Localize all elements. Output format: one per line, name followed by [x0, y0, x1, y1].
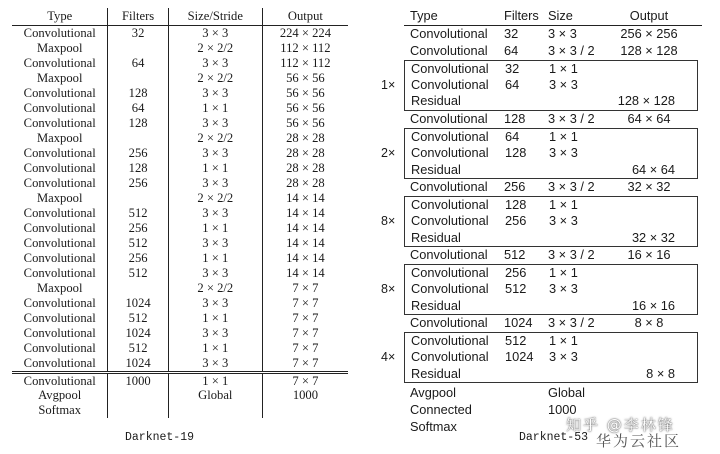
darknet19-body	[12, 26, 348, 419]
table-row	[405, 129, 697, 145]
table-row	[405, 145, 697, 161]
cell-size: 3 × 3	[168, 206, 262, 221]
cell-type: Convolutional	[411, 264, 489, 280]
table-row	[405, 93, 697, 109]
cell-filters: 512	[505, 281, 527, 297]
caption-darknet53: Darknet-53	[519, 431, 589, 444]
cell-type: Convolutional	[411, 281, 489, 297]
residual-block	[381, 196, 698, 247]
header-filters: Filters	[504, 8, 539, 23]
cell-filters: 1024	[108, 296, 168, 311]
table-row	[405, 333, 697, 349]
table-row	[405, 230, 697, 246]
cell-size: 3 × 3	[168, 26, 262, 42]
cell-type: Convolutional	[23, 311, 96, 325]
cell-type: Convolutional	[23, 116, 96, 130]
cell-type: Convolutional	[410, 315, 488, 331]
cell-output: 7 × 7	[262, 296, 348, 311]
cell-filters: 1024	[505, 349, 534, 365]
cell-filters: 256	[108, 176, 168, 191]
cell-output: 7 × 7	[262, 281, 348, 296]
cell-filters	[108, 131, 168, 146]
cell-size: 1 × 1	[168, 311, 262, 326]
cell-type: Convolutional	[23, 161, 96, 175]
table-row	[12, 356, 348, 373]
cell-filters: 256	[108, 251, 168, 266]
table-row	[404, 247, 702, 264]
cell-size: 2 × 2/2	[168, 131, 262, 146]
cell-filters: 32	[505, 60, 520, 76]
cell-type: Convolutional	[411, 196, 489, 212]
header-size: Size	[548, 8, 573, 23]
cell-size: 1 × 1	[168, 221, 262, 236]
cell-type: Convolutional	[23, 146, 96, 160]
cell-size: 1 × 1	[168, 101, 262, 116]
cell-type: Convolutional	[23, 266, 96, 280]
cell-size: 2 × 2/2	[168, 191, 262, 206]
cell-size: 1 × 1	[549, 128, 578, 144]
cell-type: Convolutional	[23, 251, 96, 265]
table-row	[12, 41, 348, 56]
cell-type: Residual	[411, 297, 461, 313]
cell-size: 3 × 3	[549, 77, 578, 93]
cell-filters: 128	[505, 145, 527, 161]
cell-filters: 1024	[108, 326, 168, 341]
cell-type: Residual	[411, 93, 461, 109]
cell-output: 128 × 128	[620, 42, 678, 58]
cell-size: 3 × 3	[168, 146, 262, 161]
table-row	[404, 385, 702, 402]
residual-block	[381, 60, 698, 111]
cell-type: Convolutional	[23, 236, 96, 250]
cell-output: 112 × 112	[262, 41, 348, 56]
cell-type: Convolutional	[411, 213, 489, 229]
darknet19-table	[12, 8, 348, 418]
cell-type: Maxpool	[36, 281, 83, 295]
cell-type: Convolutional	[410, 246, 488, 262]
repeat-multiplier: 1×	[381, 77, 396, 92]
table-row	[404, 26, 702, 43]
darknet53-table-container	[381, 8, 702, 436]
cell-output: 112 × 112	[262, 56, 348, 71]
cell-output: 56 × 56	[262, 71, 348, 86]
table-row	[12, 281, 348, 296]
table-row	[405, 349, 697, 365]
cell-filters: 64	[504, 42, 519, 58]
cell-output: 28 × 28	[262, 176, 348, 191]
table-row	[12, 221, 348, 236]
cell-filters: 1024	[108, 356, 168, 373]
cell-output: 64 × 64	[627, 110, 671, 126]
cell-type: Avgpool	[38, 388, 82, 402]
cell-size: Global	[168, 388, 262, 403]
cell-output: 8 × 8	[634, 315, 664, 331]
cell-output: 256 × 256	[620, 25, 678, 41]
residual-block	[381, 264, 698, 315]
cell-size: 3 × 3 / 2	[548, 110, 595, 126]
cell-type: Convolutional	[23, 356, 96, 370]
cell-type: Convolutional	[411, 77, 489, 93]
darknet19-table-container	[12, 8, 348, 418]
cell-output: 7 × 7	[262, 356, 348, 373]
cell-type: Softmax	[38, 403, 82, 417]
cell-size: 1 × 1	[168, 161, 262, 176]
cell-size: 3 × 3	[549, 213, 578, 229]
cell-output: 7 × 7	[262, 341, 348, 356]
cell-size: 3 × 3	[168, 116, 262, 131]
repeat-multiplier: 8×	[381, 213, 396, 228]
cell-output	[262, 403, 348, 418]
cell-type: Convolutional	[410, 178, 488, 194]
cell-output: 28 × 28	[262, 161, 348, 176]
cell-type: Convolutional	[23, 86, 96, 100]
cell-output: 14 × 14	[262, 206, 348, 221]
cell-size: 3 × 3	[548, 25, 577, 41]
cell-type: Convolutional	[411, 128, 489, 144]
table-row	[405, 281, 697, 297]
cell-size: 1 × 1	[549, 60, 578, 76]
cell-type: Convolutional	[23, 326, 96, 340]
cell-filters: 256	[108, 221, 168, 236]
cell-output: 28 × 28	[262, 131, 348, 146]
cell-output: 28 × 28	[262, 146, 348, 161]
cell-size: 1 × 1	[549, 332, 578, 348]
table-row	[12, 326, 348, 341]
darknet53-body	[381, 25, 702, 436]
table-row	[12, 86, 348, 101]
cell-type: Convolutional	[12, 373, 108, 389]
cell-type: Softmax	[410, 418, 457, 434]
table-row	[405, 298, 697, 314]
cell-type: Residual	[411, 229, 461, 245]
cell-filters: 128	[504, 110, 526, 126]
table-row	[12, 161, 348, 176]
cell-filters: 64	[108, 56, 168, 71]
table-row	[12, 266, 348, 281]
repeat-multiplier: 4×	[381, 349, 396, 364]
table-row	[405, 77, 697, 93]
table-row	[12, 71, 348, 86]
table-row	[12, 388, 348, 403]
table-row	[405, 61, 697, 77]
table-header-row	[404, 8, 702, 26]
cell-size: 1000	[548, 401, 577, 417]
cell-type: Convolutional	[23, 176, 96, 190]
table-row	[12, 116, 348, 131]
cell-type: Avgpool	[410, 385, 457, 401]
cell-filters: 1024	[504, 315, 533, 331]
cell-size: 1 × 1	[549, 196, 578, 212]
header-type: Type	[12, 8, 108, 26]
header-filters: Filters	[108, 8, 168, 26]
cell-size: 3 × 3	[168, 356, 262, 373]
cell-type: Convolutional	[410, 25, 488, 41]
cell-filters	[108, 41, 168, 56]
cell-filters: 64	[505, 128, 520, 144]
cell-type: Connected	[410, 401, 472, 417]
cell-size: 3 × 3	[168, 326, 262, 341]
cell-output: 16 × 16	[631, 297, 675, 313]
cell-filters: 128	[505, 196, 527, 212]
cell-type: Residual	[411, 161, 461, 177]
cell-output: 56 × 56	[262, 86, 348, 101]
header-output: Output	[629, 8, 669, 23]
cell-size	[168, 403, 262, 418]
cell-output: 16 × 16	[627, 246, 671, 262]
cell-filters: 64	[108, 101, 168, 116]
table-row	[405, 197, 697, 213]
cell-filters: 256	[108, 146, 168, 161]
caption-darknet19: Darknet-19	[125, 431, 195, 444]
table-row	[12, 26, 348, 42]
table-row	[12, 251, 348, 266]
cell-size: 2 × 2/2	[168, 281, 262, 296]
cell-size: 3 × 3	[168, 176, 262, 191]
cell-size: 3 × 3	[549, 145, 578, 161]
cell-type: Maxpool	[36, 131, 83, 145]
cell-size: 3 × 3	[168, 266, 262, 281]
cell-filters	[108, 403, 168, 418]
cell-filters: 32	[504, 25, 519, 41]
cell-type: Convolutional	[411, 60, 489, 76]
cell-filters: 128	[108, 86, 168, 101]
table-row	[404, 315, 702, 332]
table-row	[405, 213, 697, 229]
cell-size: 1 × 1	[168, 373, 262, 389]
cell-filters	[108, 191, 168, 206]
cell-size: 3 × 3	[168, 236, 262, 251]
cell-size: 1 × 1	[168, 341, 262, 356]
cell-type: Convolutional	[411, 332, 489, 348]
cell-output: 56 × 56	[262, 116, 348, 131]
cell-filters: 64	[505, 77, 520, 93]
table-row	[12, 236, 348, 251]
cell-type: Residual	[411, 365, 461, 381]
cell-filters: 512	[108, 206, 168, 221]
cell-size: 2 × 2/2	[168, 41, 262, 56]
cell-output: 7 × 7	[262, 311, 348, 326]
cell-output: 1000	[262, 388, 348, 403]
cell-size: 3 × 3	[549, 349, 578, 365]
cell-output: 224 × 224	[262, 26, 348, 42]
table-row	[404, 179, 702, 196]
cell-output: 7 × 7	[262, 373, 348, 389]
cell-filters: 512	[504, 246, 526, 262]
table-row	[405, 366, 697, 382]
cell-type: Convolutional	[23, 341, 96, 355]
cell-type: Convolutional	[23, 206, 96, 220]
cell-type: Convolutional	[410, 110, 488, 126]
cell-output: 56 × 56	[262, 101, 348, 116]
cell-size: 1 × 1	[549, 264, 578, 280]
cell-filters: 128	[108, 116, 168, 131]
cell-type: Convolutional	[23, 221, 96, 235]
cell-output: 64 × 64	[631, 161, 675, 177]
cell-type: Convolutional	[23, 26, 96, 40]
table-row	[12, 176, 348, 191]
cell-filters: 512	[505, 332, 527, 348]
cell-size: 3 × 3 / 2	[548, 246, 595, 262]
cell-filters: 256	[505, 213, 527, 229]
table-row	[12, 296, 348, 311]
cell-filters: 32	[108, 26, 168, 42]
cell-type: Maxpool	[36, 41, 83, 55]
table-row	[12, 403, 348, 418]
cell-size: 1 × 1	[168, 251, 262, 266]
cell-output: 14 × 14	[262, 251, 348, 266]
table-row	[12, 101, 348, 116]
cell-output: 14 × 14	[262, 221, 348, 236]
table-row	[12, 56, 348, 71]
header-type: Type	[410, 8, 438, 23]
cell-size: 3 × 3	[168, 56, 262, 71]
header-size-stride: Size/Stride	[168, 8, 262, 26]
cell-type: Convolutional	[410, 42, 488, 58]
table-row	[12, 131, 348, 146]
residual-block	[381, 128, 698, 179]
watermark-author: 知乎 @李林锋	[566, 416, 675, 434]
header-output: Output	[262, 8, 348, 26]
cell-type: Convolutional	[23, 101, 96, 115]
table-row	[12, 191, 348, 206]
cell-output: 14 × 14	[262, 236, 348, 251]
cell-output: 14 × 14	[262, 191, 348, 206]
table-header-row	[12, 8, 348, 26]
cell-filters: 512	[108, 266, 168, 281]
cell-type: Convolutional	[23, 296, 96, 310]
cell-filters	[108, 388, 168, 403]
cell-size: 3 × 3 / 2	[548, 42, 595, 58]
cell-output: 128 × 128	[617, 93, 675, 109]
cell-type: Convolutional	[411, 349, 489, 365]
watermark-site: 华为云社区	[596, 432, 682, 450]
cell-size: 3 × 3	[168, 86, 262, 101]
cell-type: Convolutional	[411, 145, 489, 161]
residual-block	[381, 332, 698, 383]
table-row	[404, 43, 702, 60]
table-row	[12, 341, 348, 356]
table-row	[12, 311, 348, 326]
table-row	[404, 111, 702, 128]
cell-size: Global	[548, 385, 585, 401]
table-row	[405, 162, 697, 178]
cell-filters: 256	[505, 264, 527, 280]
cell-output: 32 × 32	[627, 178, 671, 194]
cell-size: 3 × 3 / 2	[548, 315, 595, 331]
cell-type: Convolutional	[23, 56, 96, 70]
cell-type: Maxpool	[36, 191, 83, 205]
cell-filters: 1000	[108, 373, 168, 389]
cell-filters	[108, 71, 168, 86]
cell-filters: 512	[108, 341, 168, 356]
cell-output: 14 × 14	[262, 266, 348, 281]
cell-type: Maxpool	[36, 71, 83, 85]
repeat-multiplier: 2×	[381, 145, 396, 160]
table-row	[12, 373, 348, 389]
cell-size: 3 × 3 / 2	[548, 178, 595, 194]
repeat-multiplier: 8×	[381, 281, 396, 296]
cell-size: 3 × 3	[168, 296, 262, 311]
cell-size: 2 × 2/2	[168, 71, 262, 86]
table-row	[405, 265, 697, 281]
cell-filters: 512	[108, 311, 168, 326]
table-row	[12, 146, 348, 161]
cell-filters: 256	[504, 178, 526, 194]
cell-filters: 128	[108, 161, 168, 176]
table-row	[12, 206, 348, 221]
cell-output: 32 × 32	[631, 229, 675, 245]
cell-output: 7 × 7	[262, 326, 348, 341]
cell-filters	[108, 281, 168, 296]
cell-filters: 512	[108, 236, 168, 251]
cell-output: 8 × 8	[646, 365, 675, 381]
cell-size: 3 × 3	[549, 281, 578, 297]
